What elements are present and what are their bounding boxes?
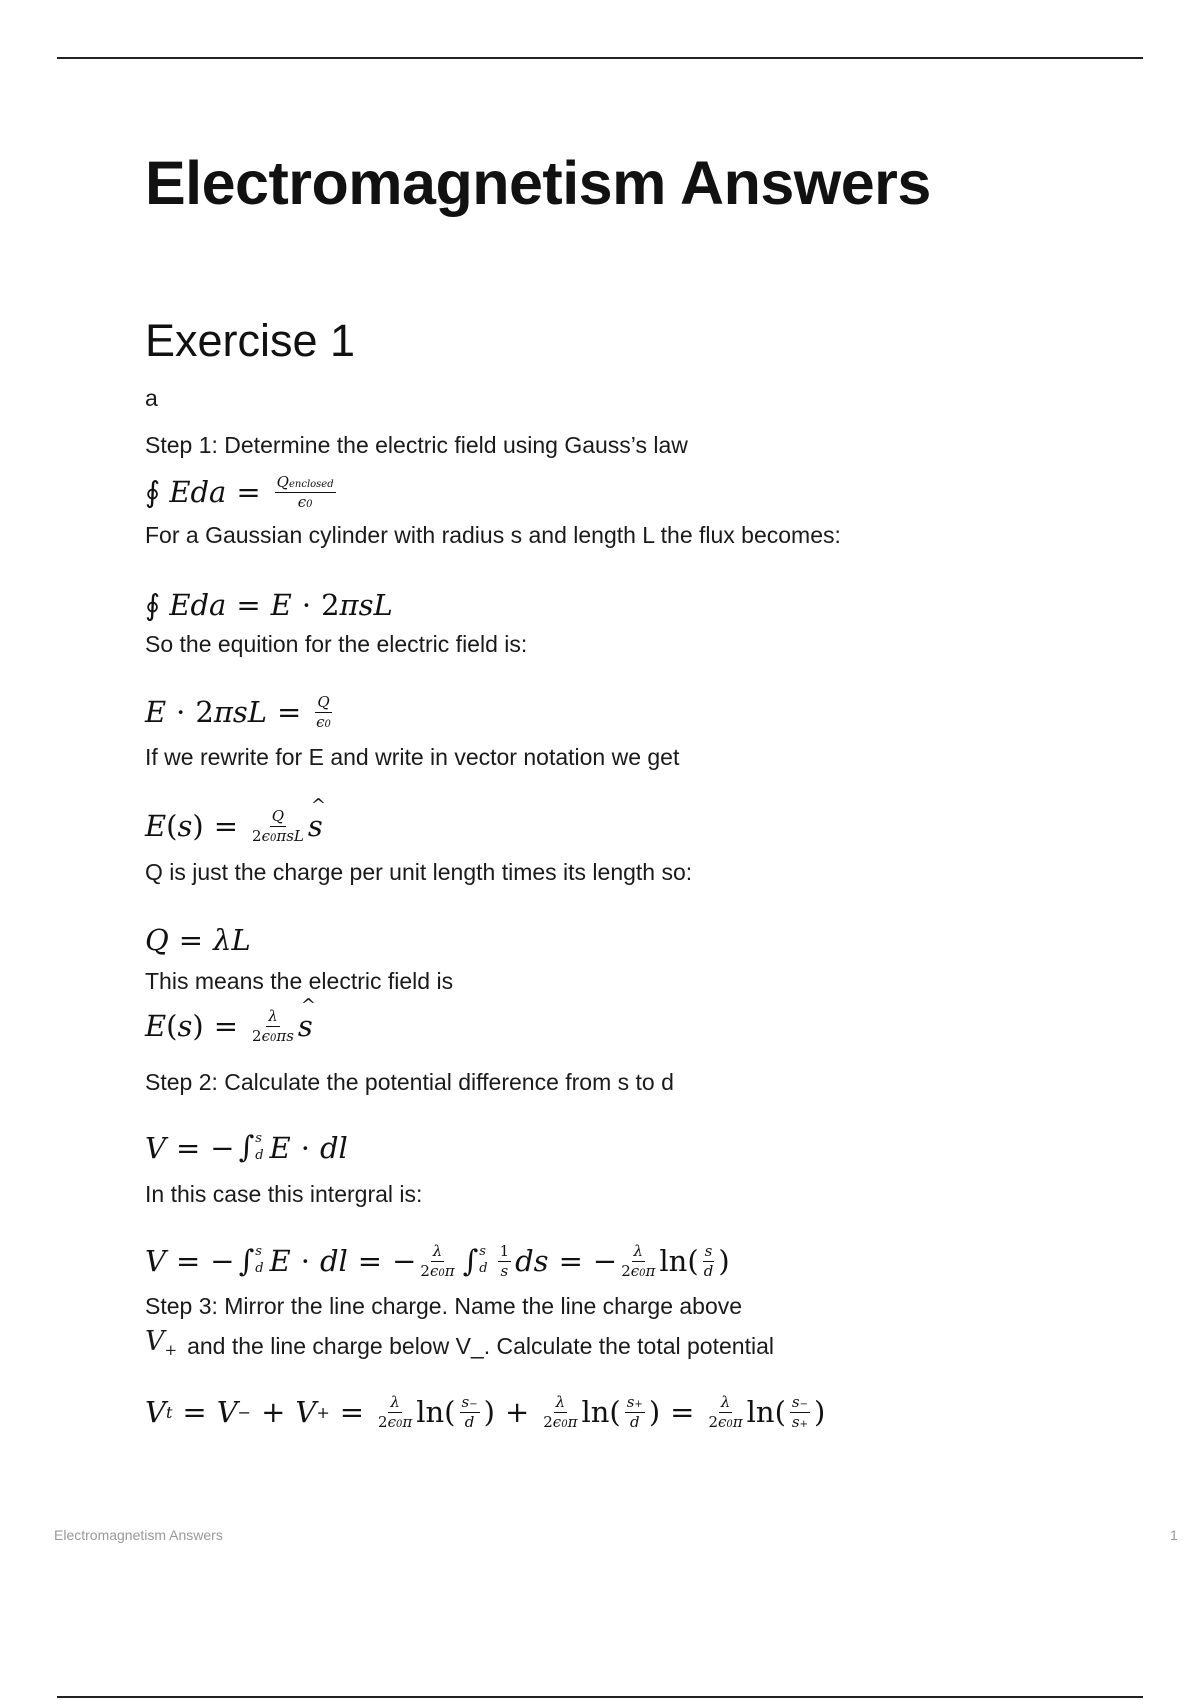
equation-flux: ∮ Eda = E · 2 πsL xyxy=(145,588,393,622)
footer-page-number: 1 xyxy=(1170,1527,1178,1543)
means-text: This means the electric field is xyxy=(145,968,454,994)
equation-potential: V = − ∫ s d E · dl xyxy=(145,1130,348,1165)
equation-potential-solved: V = − ∫ s d E · dl = − $\frac{\lambda}{2\epsilon 0\pi}$ ∫ s d $\frac{1}{s}$ ds = − $\frac{\lambda}{2\epsilon 0\pi}$ ln( $\frac{s}{d}$ ) xyxy=(145,1242,730,1280)
footer-document-name: Electromagnetism Answers xyxy=(54,1527,223,1543)
equation-total-potential: V t = V − + V + = $\frac{\lambda}{2\epsilon 0\pi}$ ln( $\frac{s-}{d}$ ) + $\frac{\lambda}{2\epsilon 0\pi}$ ln( $\frac{s+}{d}$ ) = $\frac{\lambda}{2\epsilon 0\pi}$ ln( $\frac{s-}{s+}$ ) xyxy=(145,1393,826,1431)
section-title: Exercise 1 xyxy=(145,315,356,366)
bottom-rule xyxy=(57,1696,1143,1698)
step3-text-line1: Step 3: Mirror the line charge. Name the line charge above xyxy=(145,1293,743,1319)
equation-field-vector: E ( s ) = $\frac{Q}{\text{2ϵ0πsL}}$ ^ s xyxy=(145,808,323,844)
charge-text: Q is just the charge per unit length times its length so: xyxy=(145,859,693,885)
step3-text-line2-rest: and the line charge below V_. Calculate the total potential xyxy=(187,1333,774,1359)
rewrite-text: If we rewrite for E and write in vector notation we get xyxy=(145,744,680,770)
cylinder-text: For a Gaussian cylinder with radius s and length L the flux becomes: xyxy=(145,522,841,548)
equation-charge: Q = λL xyxy=(145,923,251,957)
equition-text: So the equition for the electric field is: xyxy=(145,631,528,657)
step1-text: Step 1: Determine the electric field using Gauss’s law xyxy=(145,432,688,458)
inline-v-plus: V+ xyxy=(145,1326,178,1359)
equation-field-balance: E · 2 πsL = $\frac{Q}{\epsilon 0}$ xyxy=(145,693,331,731)
document-title: Electromagnetism Answers xyxy=(145,149,931,217)
step2-text: Step 2: Calculate the potential difference from s to d xyxy=(145,1069,674,1095)
equation-gauss-law: ∮ Eda = $\frac{\text{Qenclosed}}{\epsilon 0}$ xyxy=(145,473,334,511)
step3-text-line2 xyxy=(145,1327,774,1365)
part-label: a xyxy=(145,385,158,411)
top-rule xyxy=(57,57,1143,59)
intergral-text: In this case this intergral is: xyxy=(145,1181,423,1207)
equation-field-lambda: E ( s ) = $\frac{\lambda}{2\epsilon 0\pi s}$ ^ s xyxy=(145,1008,313,1044)
